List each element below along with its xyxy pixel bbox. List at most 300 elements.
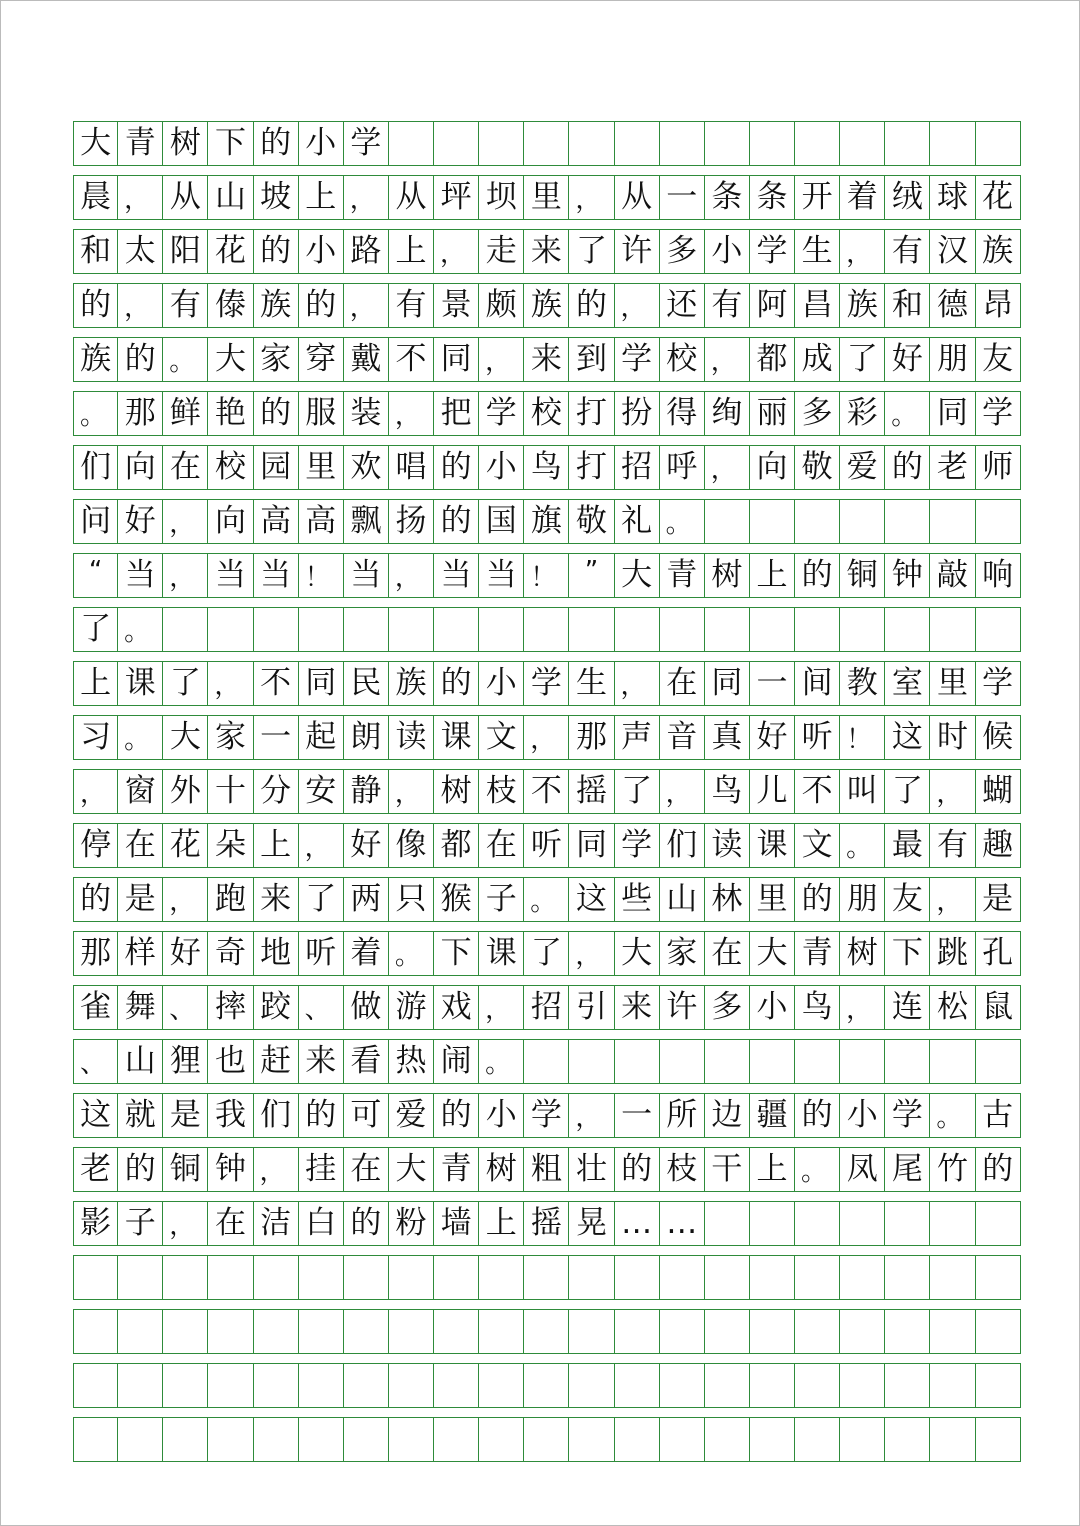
grid-cell: 的 (254, 391, 299, 436)
grid-cell: 小 (479, 661, 524, 706)
grid-cell: 边 (705, 1093, 750, 1138)
grid-cell: 松 (930, 985, 975, 1030)
grid-cell: ， (479, 337, 524, 382)
grid-row (73, 391, 1021, 436)
grid-cell: 候 (976, 715, 1021, 760)
grid-cell: 时 (930, 715, 975, 760)
grid-cell (479, 1363, 524, 1408)
grid-cell (118, 1417, 163, 1462)
grid-cell: 雀 (73, 985, 118, 1030)
grid-cell (389, 1363, 434, 1408)
grid-cell: 多 (705, 985, 750, 1030)
grid-cell: 疆 (750, 1093, 795, 1138)
grid-cell: 做 (344, 985, 389, 1030)
grid-cell: 舞 (118, 985, 163, 1030)
grid-cell: 都 (750, 337, 795, 382)
grid-row (73, 121, 1021, 166)
grid-cell: 同 (299, 661, 344, 706)
grid-cell: 朗 (344, 715, 389, 760)
grid-cell: 唱 (389, 445, 434, 490)
grid-cell: 国 (479, 499, 524, 544)
grid-cell: 在 (208, 1201, 253, 1246)
grid-cell (885, 1309, 930, 1354)
grid-cell (479, 1309, 524, 1354)
grid-cell (524, 1309, 569, 1354)
grid-cell: ， (73, 769, 118, 814)
grid-cell: 铜 (840, 553, 885, 598)
grid-cell (840, 121, 885, 166)
grid-cell (73, 1255, 118, 1300)
grid-cell: ， (705, 337, 750, 382)
grid-cell: 的 (254, 229, 299, 274)
grid-cell: 傣 (208, 283, 253, 328)
grid-cell: 园 (254, 445, 299, 490)
grid-cell (750, 121, 795, 166)
grid-cell (163, 1363, 208, 1408)
grid-cell (705, 499, 750, 544)
grid-cell (795, 121, 840, 166)
grid-cell: 小 (299, 121, 344, 166)
grid-cell: “ (73, 553, 118, 598)
grid-cell: 的 (254, 121, 299, 166)
grid-cell: 跑 (208, 877, 253, 922)
grid-row (73, 985, 1021, 1030)
grid-cell: 里 (299, 445, 344, 490)
grid-cell: 读 (705, 823, 750, 868)
grid-cell: 课 (118, 661, 163, 706)
grid-cell (118, 1309, 163, 1354)
grid-cell (660, 1039, 705, 1084)
grid-cell: 干 (705, 1147, 750, 1192)
grid-cell (344, 607, 389, 652)
grid-cell: 生 (795, 229, 840, 274)
grid-cell (434, 607, 479, 652)
grid-cell: 那 (118, 391, 163, 436)
grid-cell: 当 (208, 553, 253, 598)
grid-cell (163, 1309, 208, 1354)
grid-cell: 教 (840, 661, 885, 706)
grid-cell (930, 1363, 975, 1408)
grid-cell: 在 (660, 661, 705, 706)
grid-cell: ， (569, 175, 614, 220)
grid-cell: 校 (660, 337, 705, 382)
grid-cell: 高 (254, 499, 299, 544)
grid-cell: 当 (479, 553, 524, 598)
grid-cell: 当 (434, 553, 479, 598)
grid-cell: 师 (976, 445, 1021, 490)
grid-cell: ， (569, 1093, 614, 1138)
grid-cell: 山 (660, 877, 705, 922)
grid-cell: 坝 (479, 175, 524, 220)
grid-cell: 这 (885, 715, 930, 760)
grid-cell: ， (705, 445, 750, 490)
grid-cell (930, 1309, 975, 1354)
grid-cell: 阿 (750, 283, 795, 328)
grid-cell: 学 (976, 391, 1021, 436)
grid-cell: 学 (524, 661, 569, 706)
grid-cell: 跤 (254, 985, 299, 1030)
grid-cell: 赶 (254, 1039, 299, 1084)
grid-cell: ， (118, 283, 163, 328)
grid-cell: ， (163, 553, 208, 598)
grid-row (73, 1039, 1021, 1084)
grid-cell: 就 (118, 1093, 163, 1138)
grid-cell: ， (118, 175, 163, 220)
grid-cell: ， (569, 931, 614, 976)
grid-cell: 室 (885, 661, 930, 706)
grid-cell: 都 (434, 823, 479, 868)
grid-cell: 钟 (885, 553, 930, 598)
grid-cell: 族 (73, 337, 118, 382)
grid-cell: 学 (615, 337, 660, 382)
grid-cell (795, 1039, 840, 1084)
grid-cell: 招 (615, 445, 660, 490)
grid-cell: ” (569, 553, 614, 598)
grid-cell: 的 (118, 337, 163, 382)
grid-cell (705, 1201, 750, 1246)
grid-cell: 打 (569, 391, 614, 436)
grid-cell: 凤 (840, 1147, 885, 1192)
grid-cell: 树 (705, 553, 750, 598)
grid-cell: 的 (73, 877, 118, 922)
grid-cell (524, 1255, 569, 1300)
grid-cell (750, 1309, 795, 1354)
grid-cell: 。 (118, 715, 163, 760)
grid-cell (615, 1363, 660, 1408)
grid-cell (208, 607, 253, 652)
grid-cell (976, 607, 1021, 652)
grid-cell (885, 121, 930, 166)
grid-cell: 来 (299, 1039, 344, 1084)
grid-cell (976, 1039, 1021, 1084)
grid-cell: 蝴 (976, 769, 1021, 814)
grid-cell: 枝 (660, 1147, 705, 1192)
grid-cell: 里 (524, 175, 569, 220)
grid-cell: 小 (750, 985, 795, 1030)
grid-cell: 粗 (524, 1147, 569, 1192)
grid-cell: 家 (254, 337, 299, 382)
grid-cell: ， (299, 823, 344, 868)
grid-cell: … (615, 1201, 660, 1246)
grid-cell: 一 (660, 175, 705, 220)
grid-cell: 大 (615, 553, 660, 598)
grid-cell: 也 (208, 1039, 253, 1084)
grid-cell: 在 (118, 823, 163, 868)
grid-cell: 了 (885, 769, 930, 814)
grid-cell (840, 1039, 885, 1084)
grid-cell (208, 1255, 253, 1300)
grid-cell: 同 (569, 823, 614, 868)
grid-cell: 爱 (389, 1093, 434, 1138)
grid-cell: 的 (434, 661, 479, 706)
grid-cell (976, 1417, 1021, 1462)
grid-row (73, 1255, 1021, 1300)
grid-cell (840, 607, 885, 652)
grid-cell (660, 1255, 705, 1300)
grid-cell (885, 1039, 930, 1084)
grid-cell: 分 (254, 769, 299, 814)
grid-cell: 这 (73, 1093, 118, 1138)
grid-cell (73, 1309, 118, 1354)
grid-cell: 彩 (840, 391, 885, 436)
grid-cell: 大 (163, 715, 208, 760)
grid-cell (705, 1363, 750, 1408)
grid-cell: 和 (885, 283, 930, 328)
grid-cell (840, 499, 885, 544)
grid-cell (434, 1417, 479, 1462)
grid-cell: 小 (479, 1093, 524, 1138)
grid-cell: 大 (73, 121, 118, 166)
grid-cell (840, 1417, 885, 1462)
grid-cell (705, 121, 750, 166)
grid-cell (750, 1201, 795, 1246)
grid-row (73, 1201, 1021, 1246)
grid-cell (389, 1309, 434, 1354)
grid-cell: 不 (524, 769, 569, 814)
grid-cell: 儿 (750, 769, 795, 814)
grid-cell: 尾 (885, 1147, 930, 1192)
grid-cell (299, 1309, 344, 1354)
grid-cell: 的 (434, 1093, 479, 1138)
grid-cell: 民 (344, 661, 389, 706)
grid-cell: 摔 (208, 985, 253, 1030)
grid-cell: 外 (163, 769, 208, 814)
grid-cell (615, 607, 660, 652)
grid-cell: 同 (930, 391, 975, 436)
grid-cell: 听 (299, 931, 344, 976)
grid-cell: 们 (660, 823, 705, 868)
grid-row (73, 931, 1021, 976)
grid-cell: 。 (389, 931, 434, 976)
grid-cell: ， (163, 1201, 208, 1246)
grid-cell: 老 (930, 445, 975, 490)
grid-cell: 。 (163, 337, 208, 382)
grid-cell: 当 (254, 553, 299, 598)
grid-cell (750, 1363, 795, 1408)
grid-cell: 条 (705, 175, 750, 220)
grid-cell (569, 607, 614, 652)
grid-cell (930, 1201, 975, 1246)
grid-cell: 昌 (795, 283, 840, 328)
grid-cell: … (660, 1201, 705, 1246)
grid-cell: 敬 (795, 445, 840, 490)
grid-cell: 坡 (254, 175, 299, 220)
grid-row (73, 499, 1021, 544)
grid-cell: 欢 (344, 445, 389, 490)
grid-cell: 扮 (615, 391, 660, 436)
grid-cell: 的 (73, 283, 118, 328)
grid-cell: ， (163, 877, 208, 922)
grid-cell (299, 1255, 344, 1300)
grid-cell: 敬 (569, 499, 614, 544)
grid-cell: 孔 (976, 931, 1021, 976)
grid-cell (569, 1255, 614, 1300)
grid-cell (705, 1309, 750, 1354)
grid-cell: 飘 (344, 499, 389, 544)
grid-row (73, 229, 1021, 274)
grid-cell: 。 (660, 499, 705, 544)
grid-cell (524, 607, 569, 652)
grid-cell (615, 1039, 660, 1084)
grid-cell: 。 (930, 1093, 975, 1138)
grid-cell: 开 (795, 175, 840, 220)
grid-cell: 山 (118, 1039, 163, 1084)
grid-cell (524, 1417, 569, 1462)
grid-cell: 老 (73, 1147, 118, 1192)
grid-cell: 一 (254, 715, 299, 760)
grid-cell: 。 (795, 1147, 840, 1192)
grid-cell: 猴 (434, 877, 479, 922)
grid-cell: 学 (524, 1093, 569, 1138)
grid-cell: 在 (344, 1147, 389, 1192)
grid-cell (569, 1417, 614, 1462)
grid-cell (299, 607, 344, 652)
grid-cell: 游 (389, 985, 434, 1030)
grid-cell (840, 1309, 885, 1354)
grid-cell: 那 (73, 931, 118, 976)
grid-cell: 大 (208, 337, 253, 382)
grid-cell: ， (479, 985, 524, 1030)
grid-cell: 上 (750, 1147, 795, 1192)
grid-cell (389, 121, 434, 166)
grid-cell (389, 1255, 434, 1300)
grid-cell: 那 (569, 715, 614, 760)
grid-cell: 奇 (208, 931, 253, 976)
grid-cell: 声 (615, 715, 660, 760)
grid-cell: 了 (73, 607, 118, 652)
grid-cell: 引 (569, 985, 614, 1030)
grid-cell (840, 1255, 885, 1300)
grid-cell (885, 1255, 930, 1300)
grid-cell: 不 (795, 769, 840, 814)
grid-cell (660, 1363, 705, 1408)
grid-cell (840, 1201, 885, 1246)
grid-cell (569, 1363, 614, 1408)
grid-cell (615, 1417, 660, 1462)
grid-cell: 的 (434, 445, 479, 490)
grid-cell: 了 (569, 229, 614, 274)
grid-cell (840, 1363, 885, 1408)
grid-cell: 多 (795, 391, 840, 436)
grid-cell (660, 1417, 705, 1462)
grid-cell: 了 (299, 877, 344, 922)
grid-cell: 朵 (208, 823, 253, 868)
grid-cell: 上 (299, 175, 344, 220)
grid-cell: 了 (615, 769, 660, 814)
grid-cell: 许 (615, 229, 660, 274)
grid-cell: 的 (795, 553, 840, 598)
grid-cell: 墙 (434, 1201, 479, 1246)
grid-cell: 汉 (930, 229, 975, 274)
grid-cell: 学 (976, 661, 1021, 706)
grid-cell (976, 121, 1021, 166)
grid-cell: 球 (930, 175, 975, 220)
grid-cell: 族 (389, 661, 434, 706)
grid-cell: 叫 (840, 769, 885, 814)
grid-row (73, 661, 1021, 706)
grid-cell: 族 (254, 283, 299, 328)
grid-cell (569, 121, 614, 166)
grid-cell: 青 (118, 121, 163, 166)
grid-cell (524, 1363, 569, 1408)
grid-cell: ， (524, 715, 569, 760)
grid-cell: 当 (118, 553, 163, 598)
grid-cell: 是 (976, 877, 1021, 922)
grid-cell: 鸟 (795, 985, 840, 1030)
grid-cell (254, 1309, 299, 1354)
grid-cell: 安 (299, 769, 344, 814)
grid-cell: 音 (660, 715, 705, 760)
grid-cell: 热 (389, 1039, 434, 1084)
grid-cell: 有 (885, 229, 930, 274)
grid-cell: 可 (344, 1093, 389, 1138)
grid-cell (930, 1039, 975, 1084)
grid-cell: 子 (479, 877, 524, 922)
grid-cell (434, 1363, 479, 1408)
grid-cell: 们 (254, 1093, 299, 1138)
grid-cell (930, 499, 975, 544)
grid-cell (254, 1255, 299, 1300)
grid-cell (885, 1363, 930, 1408)
grid-cell: 多 (660, 229, 705, 274)
grid-cell: 的 (976, 1147, 1021, 1192)
grid-cell: 得 (660, 391, 705, 436)
grid-cell (660, 1309, 705, 1354)
grid-cell (163, 1255, 208, 1300)
grid-cell: 是 (163, 1093, 208, 1138)
grid-cell: 听 (524, 823, 569, 868)
grid-cell (885, 499, 930, 544)
grid-cell: 朋 (930, 337, 975, 382)
grid-cell: 挂 (299, 1147, 344, 1192)
grid-cell: 学 (615, 823, 660, 868)
grid-cell (479, 1255, 524, 1300)
grid-cell: 好 (118, 499, 163, 544)
grid-cell: 太 (118, 229, 163, 274)
grid-cell: 高 (299, 499, 344, 544)
grid-cell: 不 (389, 337, 434, 382)
grid-row (73, 337, 1021, 382)
grid-cell: 大 (750, 931, 795, 976)
grid-cell: 子 (118, 1201, 163, 1246)
grid-cell: ， (163, 499, 208, 544)
grid-cell: 的 (615, 1147, 660, 1192)
grid-cell: 阳 (163, 229, 208, 274)
grid-row (73, 877, 1021, 922)
grid-row (73, 445, 1021, 490)
grid-cell: 静 (344, 769, 389, 814)
grid-cell: 的 (344, 1201, 389, 1246)
grid-cell (795, 1363, 840, 1408)
grid-cell: 敲 (930, 553, 975, 598)
grid-cell: 成 (795, 337, 840, 382)
grid-cell: 好 (750, 715, 795, 760)
grid-cell: 打 (569, 445, 614, 490)
grid-cell: 竹 (930, 1147, 975, 1192)
grid-cell (254, 1363, 299, 1408)
grid-cell: 停 (73, 823, 118, 868)
grid-cell: 铜 (163, 1147, 208, 1192)
grid-cell (930, 1255, 975, 1300)
grid-cell: 窗 (118, 769, 163, 814)
grid-cell: 青 (434, 1147, 479, 1192)
grid-cell: 课 (750, 823, 795, 868)
grid-cell (118, 1255, 163, 1300)
grid-cell: 鲜 (163, 391, 208, 436)
grid-cell: 一 (615, 1093, 660, 1138)
grid-cell (705, 1039, 750, 1084)
grid-cell: 的 (299, 283, 344, 328)
